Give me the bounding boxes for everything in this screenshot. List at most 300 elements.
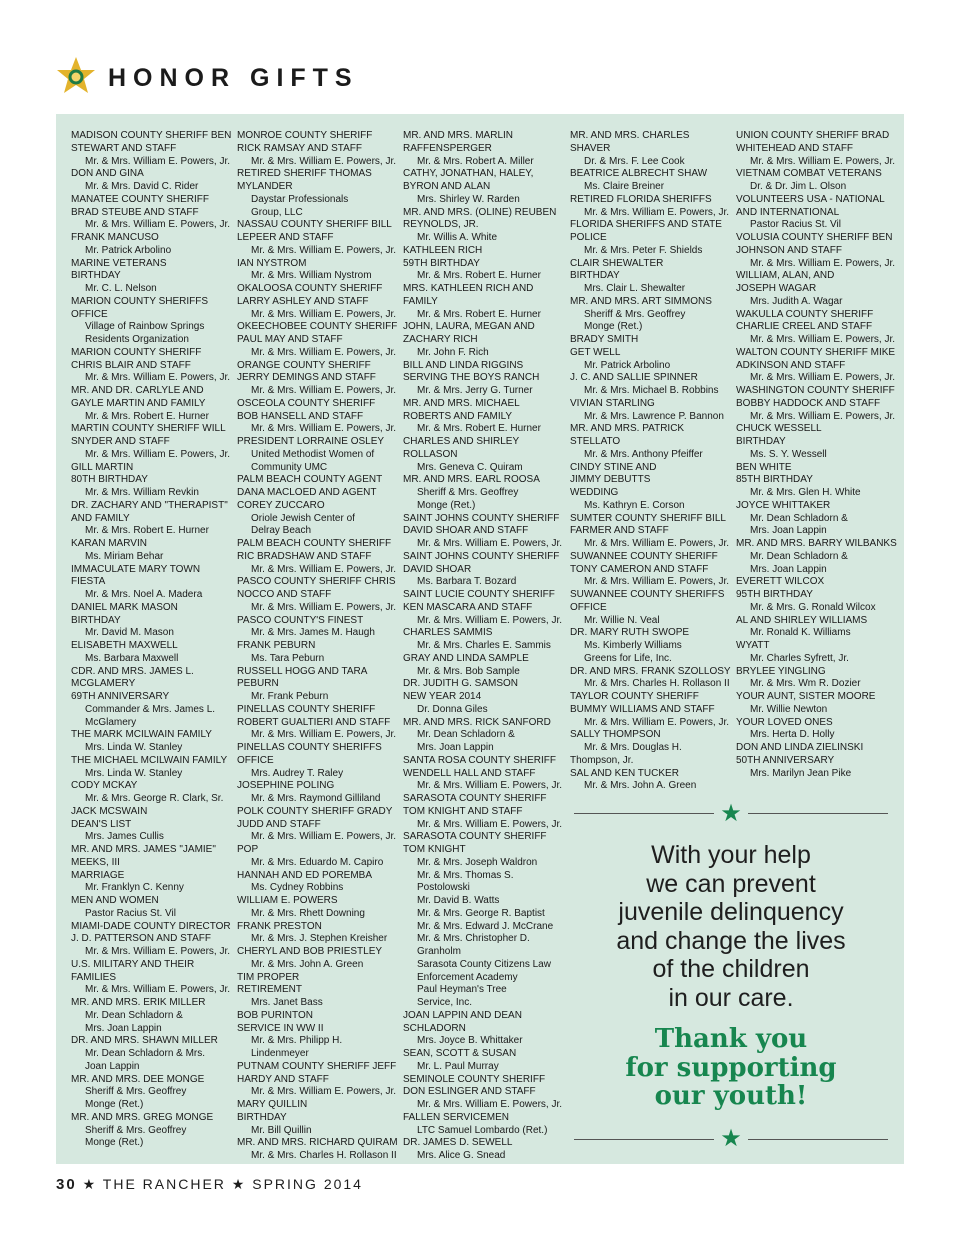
donor-name: Ms. S. Y. Wessell: [750, 448, 827, 460]
honoree-name: KEN MASCARA AND STAFF: [403, 601, 533, 613]
donor-name: Mr. & Mrs. Charles H. Rollason II: [584, 678, 730, 690]
donor-name: Mr. & Mrs. William E. Powers, Jr.: [417, 818, 563, 830]
donor-name: Mr. Dean Schladorn & Mrs.: [85, 1048, 206, 1059]
honoree-name: LEPEER AND STAFF: [237, 232, 334, 243]
honoree-name: FIESTA: [71, 576, 106, 588]
donor-name: Mr. Patrick Arbolino: [85, 244, 172, 256]
honoree-name: MANATEE COUNTY SHERIFF: [71, 193, 209, 205]
donor-name: Mr. & Mrs. Jerry G. Turner: [417, 385, 533, 396]
honoree-name: CHERYL AND BOB PRIESTLEY: [237, 946, 383, 957]
donor-name: Mr. Dean Schladorn &: [85, 1009, 183, 1021]
donor-name: Joan Lappin: [85, 1060, 140, 1072]
message-line: With your help: [651, 841, 811, 869]
donor-name: Mr. & Mrs. William E. Powers, Jr.: [251, 831, 397, 843]
honoree-name: 59TH BIRTHDAY: [403, 257, 480, 269]
donor-name: Mr. & Mrs. William E. Powers, Jr.: [750, 410, 896, 422]
honoree-name: OFFICE: [237, 754, 274, 766]
honoree-name: SERVING THE BOYS RANCH: [403, 372, 540, 384]
honoree-name: FRANK MANCUSO: [71, 232, 159, 243]
donor-name: Sheriff & Mrs. Geoffrey: [584, 308, 686, 320]
honoree-name: JOSEPH WAGAR: [736, 283, 817, 294]
thanks-line: our youth!: [654, 1081, 808, 1111]
donor-name: Mrs. Joan Lappin: [417, 742, 494, 753]
donor-name: Mr. & Mrs. William E. Powers, Jr.: [251, 346, 397, 358]
honoree-name: ELISABETH MAXWELL: [71, 640, 178, 651]
honoree-name: MR. AND MRS. (OLINE) REUBEN: [403, 206, 557, 218]
donor-name: Ms. Tara Peburn: [251, 652, 325, 664]
donor-name: Mr. David M. Mason: [85, 627, 174, 639]
donor-name: Mr. & Mrs. John A. Green: [584, 780, 697, 792]
honoree-name: MR. AND MRS. DEE MONGE: [71, 1073, 205, 1085]
donor-name: Mr. & Mrs. Glen H. White: [750, 487, 861, 498]
honoree-name: GET WELL: [570, 346, 621, 358]
donor-name: Mr. & Mrs. Raymond Gilliland: [251, 793, 381, 804]
donor-name: Granholm: [417, 946, 461, 957]
donor-name: Mr. & Mrs. William E. Powers, Jr.: [251, 563, 397, 575]
honoree-name: DAVID SHOAR: [403, 563, 472, 575]
honoree-name: MR. AND MRS. MICHAEL: [403, 397, 520, 409]
honoree-name: CHARLES AND SHIRLEY: [403, 436, 520, 447]
donor-name: Mr. & Mrs. William E. Powers, Jr.: [85, 372, 231, 384]
page-title: HONOR GIFTS: [108, 64, 359, 92]
honoree-name: RETIREMENT: [237, 984, 302, 996]
donor-name: Delray Beach: [251, 525, 312, 537]
donor-name: Paul Heyman's Tree: [417, 984, 507, 996]
honoree-name: JACK MCSWAIN: [71, 805, 148, 817]
honoree-name: MONROE COUNTY SHERIFF: [237, 130, 373, 141]
donor-name: Dr. Donna Giles: [417, 703, 488, 715]
honoree-name: ROBERT GUALTIERI AND STAFF: [237, 716, 391, 728]
honoree-name: PRESIDENT LORRAINE OSLEY: [237, 436, 385, 447]
honoree-name: THE MARK MCILWAIN FAMILY: [71, 729, 212, 741]
honoree-name: JUDD AND STAFF: [237, 818, 321, 830]
donor-name: Mr. & Mrs. Edward J. McCrane: [417, 920, 554, 932]
honoree-name: WYATT: [736, 640, 770, 651]
honoree-name: DANA MACLOED AND AGENT: [237, 487, 377, 498]
donor-name: United Methodist Women of: [251, 448, 375, 460]
honoree-name: RETIRED FLORIDA SHERIFFS: [570, 193, 712, 205]
honoree-name: WILLIAM, ALAN, AND: [736, 270, 835, 282]
honoree-name: DR. AND MRS. SHAWN MILLER: [71, 1035, 218, 1047]
honor-column-1: [71, 130, 232, 1150]
honoree-name: VOLUNTEERS USA - NATIONAL: [736, 193, 885, 205]
honoree-name: POLICE: [570, 232, 607, 243]
honoree-name: KATHLEEN RICH: [403, 244, 483, 256]
donor-name: Mr. & Mrs. William E. Powers, Jr.: [584, 576, 730, 588]
honoree-name: JOYCE WHITTAKER: [736, 499, 831, 511]
honoree-name: TOM KNIGHT AND STAFF: [403, 805, 523, 817]
honoree-name: GILL MARTIN: [71, 461, 134, 473]
donor-name: Mr. & Mrs. William E. Powers, Jr.: [85, 219, 231, 231]
donor-name: Mr. & Mrs. Charles E. Sammis: [417, 640, 551, 651]
donor-name: Mr. & Mrs. William E. Powers, Jr.: [251, 601, 397, 613]
honoree-name: SCHLADORN: [403, 1022, 466, 1034]
page-header: [56, 56, 896, 100]
message-line: and change the lives: [616, 926, 846, 955]
honoree-name: BOB HANSELL AND STAFF: [237, 410, 364, 422]
honoree-name: BIRTHDAY: [570, 270, 620, 282]
donor-name: Residents Organization: [85, 334, 189, 345]
honoree-name: 95TH BIRTHDAY: [736, 589, 813, 600]
honoree-name: SAINT JOHNS COUNTY SHERIFF: [403, 512, 560, 524]
honoree-name: BOB PURINTON: [237, 1009, 313, 1021]
honoree-name: VOLUSIA COUNTY SHERIFF BEN: [736, 232, 893, 243]
honoree-name: SUWANNEE COUNTY SHERIFFS: [570, 589, 725, 600]
donor-name: Dr. & Dr. Jim L. Olson: [750, 181, 847, 192]
honoree-name: JOAN LAPPIN AND DEAN: [403, 1009, 522, 1021]
honoree-name: CATHY, JONATHAN, HALEY,: [403, 168, 534, 180]
donor-name: Mr. & Mrs. William Nystrom: [251, 270, 372, 282]
thank-you-message: [574, 1025, 888, 1111]
donor-name: Mr. & Mrs. Thomas S.: [417, 869, 514, 881]
honoree-name: YOUR AUNT, SISTER MOORE: [736, 691, 876, 702]
donor-name: Mr. & Mrs. Robert A. Miller: [417, 155, 534, 167]
donor-name: Mr. John F. Rich: [417, 346, 489, 358]
donor-name: Mrs. Marilyn Jean Pike: [750, 767, 852, 779]
honoree-name: STELLATO: [570, 436, 621, 447]
donor-name: Mrs. Janet Bass: [251, 997, 323, 1008]
page-number: 30: [56, 1176, 77, 1193]
honoree-name: LARRY ASHLEY AND STAFF: [237, 295, 369, 307]
honoree-name: 80TH BIRTHDAY: [71, 474, 148, 486]
honoree-name: Thompson, Jr.: [570, 754, 634, 766]
donor-name: Mr. & Mrs. William E. Powers, Jr.: [750, 257, 896, 269]
honoree-name: SHAVER: [570, 142, 611, 154]
honoree-name: FRANK PRESTON: [237, 920, 322, 932]
donor-name: Mr. & Mrs. William E. Powers, Jr.: [584, 206, 730, 218]
honoree-name: MR. AND MRS. PATRICK: [570, 423, 685, 435]
honor-column-2: [237, 130, 398, 1163]
honor-column-3: [403, 130, 561, 1163]
honoree-name: CHRIS BLAIR AND STAFF: [71, 359, 191, 371]
donor-name: Mr. & Mrs. Eduardo M. Capiro: [251, 856, 384, 868]
donor-name: Mr. & Mrs. David C. Rider: [85, 181, 199, 192]
donor-name: Mrs. Shirley W. Rarden: [417, 193, 520, 205]
donor-name: Mr. & Mrs. Peter F. Shields: [584, 244, 703, 256]
donor-name: Daystar Professionals: [251, 193, 349, 205]
donor-name: Mr. & Mrs. William E. Powers, Jr.: [85, 984, 231, 996]
honoree-name: STEWART AND STAFF: [71, 142, 177, 154]
honoree-name: YOUR LOVED ONES: [736, 716, 833, 728]
star-icon: ★: [720, 800, 742, 827]
donor-name: Mrs. Joan Lappin: [85, 1022, 162, 1034]
honoree-name: SUWANNEE COUNTY SHERIFF: [570, 550, 718, 562]
honoree-name: SUMTER COUNTY SHERIFF BILL: [570, 512, 726, 524]
honoree-name: MR. AND DR. CARLYLE AND: [71, 385, 204, 396]
honoree-name: COREY ZUCCARO: [237, 499, 325, 511]
honoree-name: THE MICHAEL MCILWAIN FAMILY: [71, 754, 228, 766]
honoree-name: ROLLASON: [403, 448, 458, 460]
honoree-name: 85TH BIRTHDAY: [736, 474, 813, 486]
honoree-name: IMMACULATE MARY TOWN: [71, 563, 201, 575]
honoree-name: JOHNSON AND STAFF: [736, 244, 842, 256]
donor-name: Mr. & Mrs. Christopher D.: [417, 933, 530, 945]
honoree-name: CDR. AND MRS. JAMES L.: [71, 665, 194, 677]
honoree-name: 50TH ANNIVERSARY: [736, 754, 835, 766]
honoree-name: MR. AND MRS. RICHARD QUIRAM: [237, 1137, 398, 1149]
donor-name: Mr. & Mrs. Robert E. Hurner: [417, 270, 541, 282]
honoree-name: DON ESLINGER AND STAFF: [403, 1086, 536, 1098]
honoree-name: GRAY AND LINDA SAMPLE: [403, 652, 529, 664]
honoree-name: DR. AND MRS. FRANK SZOLLOSY: [570, 665, 731, 677]
donor-name: Ms. Kimberly Williams: [584, 640, 682, 651]
honoree-name: RIC BRADSHAW AND STAFF: [237, 550, 372, 562]
donor-name: Mr. Willis A. White: [417, 232, 498, 243]
donor-name: Mr. Dean Schladorn &: [417, 729, 515, 741]
honoree-name: SALLY THOMPSON: [570, 729, 661, 741]
donor-name: Monge (Ret.): [584, 321, 643, 333]
honoree-name: BOBBY HADDOCK AND STAFF: [736, 397, 881, 409]
donor-name: Mrs. Joan Lappin: [750, 525, 827, 537]
donor-name: Mrs. James Cullis: [85, 831, 164, 843]
donor-name: Mr. & Mrs. William E. Powers, Jr.: [584, 716, 730, 728]
honoree-name: UNION COUNTY SHERIFF BRAD: [736, 130, 890, 141]
donor-name: Mr. & Mrs. G. Ronald Wilcox: [750, 601, 876, 613]
honoree-name: CINDY STINE AND: [570, 461, 657, 473]
honoree-name: CLAIR SHEWALTER: [570, 257, 664, 269]
donor-name: Mr. & Mrs. Lawrence P. Bannon: [584, 410, 724, 422]
honoree-name: SEMINOLE COUNTY SHERIFF: [403, 1073, 546, 1085]
honoree-name: MR. AND MRS. CHARLES: [570, 130, 690, 141]
divider-top-right: [748, 813, 888, 814]
honoree-name: MR. AND MRS. BARRY WILBANKS: [736, 538, 897, 549]
donor-name: Mr. & Mrs. Robert E. Hurner: [85, 410, 209, 422]
donor-name: McGlamery: [85, 716, 137, 728]
donor-name: Mr. & Mrs. William E. Powers, Jr.: [251, 308, 397, 320]
star-badge-icon: [56, 56, 96, 96]
honoree-name: HARDY AND STAFF: [237, 1073, 329, 1085]
donor-name: Mr. & Mrs. William E. Powers, Jr.: [750, 334, 896, 345]
honoree-name: MEEKS, III: [71, 856, 120, 868]
honoree-name: SARASOTA COUNTY SHERIFF: [403, 831, 547, 843]
honoree-name: PINELLAS COUNTY SHERIFF: [237, 703, 376, 715]
honoree-name: DEAN'S LIST: [71, 818, 132, 830]
donor-name: Ms. Kathryn E. Corson: [584, 499, 685, 511]
donor-name: Mr. & Mrs. Philipp H.: [251, 1035, 343, 1047]
donor-name: Monge (Ret.): [85, 1137, 144, 1149]
donor-name: Mrs. Alice G. Snead: [417, 1150, 506, 1161]
donor-name: Mr. & Mrs. Rhett Downing: [251, 907, 365, 919]
donor-name: Mr. & Mrs. Douglas H.: [584, 742, 682, 753]
honoree-name: SERVICE IN WW II: [237, 1022, 324, 1034]
honoree-name: CODY MCKAY: [71, 780, 138, 792]
donor-name: Oriole Jewish Center of: [251, 512, 355, 524]
honoree-name: OKALOOSA COUNTY SHERIFF: [237, 283, 383, 294]
honoree-name: FAMILIES: [71, 971, 117, 983]
honoree-name: DON AND LINDA ZIELINSKI: [736, 742, 864, 753]
donor-name: Mrs. Geneva C. Quiram: [417, 461, 523, 473]
donor-name: Community UMC: [251, 461, 328, 473]
message-line: in our care.: [668, 983, 794, 1012]
donor-name: Group, LLC: [251, 206, 303, 218]
honoree-name: MR. AND MRS. ART SIMMONS: [570, 295, 712, 307]
honoree-name: OFFICE: [570, 601, 607, 613]
donor-name: Dr. & Mrs. F. Lee Cook: [584, 155, 685, 167]
donor-name: Mr. & Mrs. William E. Powers, Jr.: [417, 614, 563, 626]
donor-name: Sheriff & Mrs. Geoffrey: [85, 1086, 187, 1098]
honoree-name: PASCO COUNTY SHERIFF CHRIS: [237, 576, 396, 588]
divider-top-left: [574, 813, 714, 814]
donor-name: Mr. & Mrs. Robert E. Hurner: [85, 525, 209, 537]
honoree-name: BEN WHITE: [736, 461, 792, 473]
honoree-name: MYLANDER: [237, 181, 293, 192]
donor-name: Mrs. Audrey T. Raley: [251, 767, 344, 779]
donor-name: Enforcement Academy: [417, 971, 518, 983]
donor-name: Mr. Bill Quillin: [251, 1124, 312, 1136]
honoree-name: WILLIAM E. POWERS: [237, 895, 338, 906]
donor-name: Mrs. Herta D. Holly: [750, 729, 835, 741]
donor-name: Mr. & Mrs. William E. Powers, Jr.: [251, 385, 397, 396]
honoree-name: WALTON COUNTY SHERIFF MIKE: [736, 346, 896, 358]
donor-name: Mr. Charles Syfrett, Jr.: [750, 652, 849, 664]
message-line: juvenile delinquency: [618, 898, 844, 926]
donor-name: Mr. & Mrs. James M. Haugh: [251, 627, 375, 639]
honoree-name: MR. AND MRS. EARL ROOSA: [403, 474, 540, 486]
honoree-name: AL AND SHIRLEY WILLIAMS: [736, 614, 868, 626]
donor-name: Mrs. Judith A. Wagar: [750, 295, 843, 307]
honoree-name: RUSSELL HOGG AND TARA: [237, 665, 368, 677]
donor-name: Mr. & Mrs. William E. Powers, Jr.: [417, 780, 563, 792]
honoree-name: IAN NYSTROM: [237, 257, 307, 269]
honoree-name: VIETNAM COMBAT VETERANS: [736, 168, 882, 180]
honoree-name: SARASOTA COUNTY SHERIFF: [403, 793, 547, 804]
donor-name: Sarasota County Citizens Law: [417, 958, 551, 970]
donor-name: Mr. & Mrs. William E. Powers, Jr.: [251, 244, 397, 256]
donor-name: Mr. David B. Watts: [417, 895, 500, 906]
donor-name: Mr. & Mrs. William E. Powers, Jr.: [251, 423, 397, 435]
donor-name: Mr. & Mrs. William E. Powers, Jr.: [85, 448, 231, 460]
donor-name: Sheriff & Mrs. Geoffrey: [417, 487, 519, 498]
honoree-name: OSCEOLA COUNTY SHERIFF: [237, 397, 376, 409]
donor-name: Monge (Ret.): [417, 499, 476, 511]
honoree-name: ZACHARY RICH: [403, 334, 478, 345]
honoree-name: BIRTHDAY: [71, 614, 121, 626]
donor-name: Monge (Ret.): [85, 1099, 144, 1110]
donor-name: Ms. Cydney Robbins: [251, 882, 344, 894]
donor-name: Mr. & Mrs. William E. Powers, Jr.: [85, 155, 231, 167]
issue-date: SPRING 2014: [252, 1176, 363, 1192]
honoree-name: WEDDING: [570, 487, 619, 498]
honoree-name: PINELLAS COUNTY SHERIFFS: [237, 742, 382, 753]
honoree-name: J. C. AND SALLIE SPINNER: [570, 372, 698, 384]
donor-name: Postolowski: [417, 882, 470, 894]
donor-name: Ms. Barbara T. Bozard: [417, 576, 517, 588]
honoree-name: POP: [237, 844, 259, 855]
honoree-name: HANNAH AND ED POREMBA: [237, 869, 373, 881]
honoree-name: MRS. KATHLEEN RICH AND: [403, 283, 534, 294]
honoree-name: MR. AND MRS. GREG MONGE: [71, 1111, 214, 1123]
honoree-name: MADISON COUNTY SHERIFF BEN: [71, 130, 232, 141]
honoree-name: BIRTHDAY: [71, 270, 121, 282]
honoree-name: MARION COUNTY SHERIFFS: [71, 295, 209, 307]
honoree-name: JOHN, LAURA, MEGAN AND: [403, 321, 535, 333]
honoree-name: JOSEPHINE POLING: [237, 780, 335, 792]
honoree-name: AND FAMILY: [71, 512, 130, 524]
honoree-name: BILL AND LINDA RIGGINS: [403, 359, 524, 371]
honoree-name: KARAN MARVIN: [71, 538, 147, 549]
honor-column-5: [736, 130, 897, 780]
honoree-name: U.S. MILITARY AND THEIR: [71, 958, 195, 970]
donor-name: Mrs. Linda W. Stanley: [85, 742, 183, 753]
honoree-name: BIRTHDAY: [237, 1111, 287, 1123]
donor-name: Pastor Racius St. Vil: [85, 907, 176, 919]
honoree-name: MIAMI-DADE COUNTY DIRECTOR: [71, 920, 231, 932]
donor-name: Mrs. Joyce B. Whittaker: [417, 1035, 523, 1047]
donor-name: Mr. L. Paul Murray: [417, 1060, 499, 1072]
donor-name: Mr. Dean Schladorn &: [750, 550, 848, 562]
honoree-name: MARRIAGE: [71, 869, 125, 881]
donor-name: Mr. & Mrs. William E. Powers, Jr.: [417, 1099, 563, 1110]
honoree-name: MR. AND MRS. MARLIN: [403, 130, 514, 141]
honoree-name: FLORIDA SHERIFFS AND STATE: [570, 219, 722, 231]
honoree-name: TOM KNIGHT: [403, 844, 466, 855]
honoree-name: MR. AND MRS. JAMES "JAMIE": [71, 844, 216, 855]
honoree-name: NEW YEAR 2014: [403, 691, 482, 702]
honoree-name: TAYLOR COUNTY SHERIFF: [570, 691, 699, 702]
honoree-name: VIVIAN STARLING: [570, 397, 655, 409]
honoree-name: NASSAU COUNTY SHERIFF BILL: [237, 219, 392, 231]
honoree-name: MARION COUNTY SHERIFF: [71, 346, 202, 358]
honoree-name: BRADY SMITH: [570, 334, 639, 345]
donor-name: Mr. & Mrs. Noel A. Madera: [85, 589, 203, 600]
honoree-name: PAUL MAY AND STAFF: [237, 334, 343, 345]
donor-name: Mr. & Mrs. Joseph Waldron: [417, 856, 538, 868]
donor-name: Mr. & Mrs. John A. Green: [251, 958, 364, 970]
honoree-name: J. D. PATTERSON AND STAFF: [71, 933, 212, 945]
honoree-name: OFFICE: [71, 308, 108, 320]
honoree-name: REYNOLDS, JR.: [403, 219, 479, 231]
honoree-name: TIM PROPER: [237, 971, 300, 983]
honoree-name: SEAN, SCOTT & SUSAN: [403, 1048, 517, 1059]
donor-name: Ms. Claire Breiner: [584, 181, 665, 192]
donor-name: Mr. Frank Peburn: [251, 691, 329, 702]
honoree-name: WASHINGTON COUNTY SHERIFF: [736, 385, 895, 396]
donor-name: Greens for Life, Inc.: [584, 652, 672, 664]
donor-name: Lindenmeyer: [251, 1048, 309, 1059]
footer-star-icon: ★: [82, 1176, 98, 1192]
honoree-name: AND INTERNATIONAL: [736, 206, 840, 218]
honoree-name: BEATRICE ALBRECHT SHAW: [570, 168, 708, 180]
donor-name: Mr. & Mrs. William E. Powers, Jr.: [750, 155, 896, 167]
donor-name: Mr. & Mrs. William E. Powers, Jr.: [85, 946, 231, 957]
magazine-name: THE RANCHER: [102, 1176, 226, 1192]
honoree-name: DANIEL MARK MASON: [71, 601, 178, 613]
donor-name: Mr. & Mrs. Michael B. Robbins: [584, 385, 719, 396]
donor-name: Mr. Patrick Arbolino: [584, 359, 671, 371]
donor-name: Mr. & Mrs. William E. Powers, Jr.: [750, 372, 896, 384]
honoree-name: JIMMY DEBUTTS: [570, 474, 651, 486]
donor-name: Mr. & Mrs. Robert E. Hurner: [417, 423, 541, 435]
donor-name: Mr. & Mrs. William E. Powers, Jr.: [251, 729, 397, 741]
honoree-name: PALM BEACH COUNTY SHERIFF: [237, 538, 392, 549]
honoree-name: DR. JAMES D. SEWELL: [403, 1137, 513, 1149]
honoree-name: 69TH ANNIVERSARY: [71, 691, 170, 702]
donor-name: Mr. & Mrs. Wm R. Dozier: [750, 678, 861, 690]
honoree-name: DR. ZACHARY AND "THERAPIST": [71, 499, 228, 511]
honoree-name: SNYDER AND STAFF: [71, 436, 170, 447]
honoree-name: TONY CAMERON AND STAFF: [570, 563, 709, 575]
honoree-name: SAINT JOHNS COUNTY SHERIFF: [403, 550, 560, 562]
honoree-name: MEN AND WOMEN: [71, 895, 159, 906]
honor-column-4: [570, 130, 731, 793]
honoree-name: OKEECHOBEE COUNTY SHERIFF: [237, 321, 398, 333]
donor-name: Commander & Mrs. James L.: [85, 703, 216, 715]
message-line: we can prevent: [646, 869, 816, 898]
honoree-name: RICK RAMSAY AND STAFF: [237, 142, 363, 154]
honoree-name: MARTIN COUNTY SHERIFF WILL: [71, 423, 226, 435]
honoree-name: ORANGE COUNTY SHERIFF: [237, 359, 371, 371]
honoree-name: GAYLE MARTIN AND FAMILY: [71, 397, 206, 409]
